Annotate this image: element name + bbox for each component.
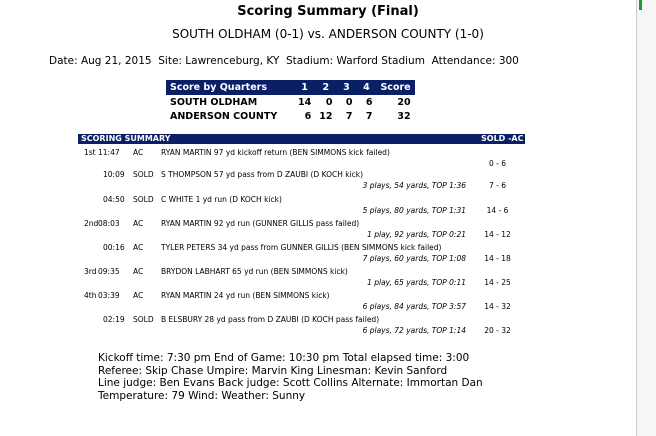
play-team: AC — [133, 267, 144, 276]
running-score: 14 - 6 — [486, 206, 509, 215]
play-time: 02:19 — [103, 315, 125, 324]
play-time: 08:03 — [98, 219, 120, 228]
page-title: Scoring Summary (Final) — [237, 4, 419, 19]
quarter-score: 6 — [365, 96, 373, 108]
officials-line-1: Referee: Skip Chase Umpire: Marvin King Linesman: Kevin Sanford — [98, 364, 448, 377]
game-info: Date: Aug 21, 2015 Site: Lawrenceburg, KY Stadium: Warford Stadium Attendance: 300 — [49, 55, 519, 67]
play-time: 09:35 — [98, 267, 120, 276]
scoring-summary-title: SCORING SUMMARY — [81, 134, 171, 143]
right-scroll-area[interactable] — [637, 0, 656, 436]
game-times: Kickoff time: 7:30 pm End of Game: 10:30 pm Total elapsed time: 3:00 — [98, 352, 470, 364]
play-team: SOLD — [133, 315, 154, 324]
running-score: 0 - 6 — [488, 159, 507, 168]
final-score: 20 — [397, 96, 411, 108]
team-name: ANDERSON COUNTY — [170, 110, 278, 122]
play-description: RYAN MARTIN 92 yd run (GUNNER GILLIS pass failed) — [161, 219, 360, 228]
header-cell: Score by Quarters — [166, 80, 294, 95]
play-time: 00:16 — [103, 243, 125, 252]
play-time: 04:50 — [103, 195, 125, 204]
play-period: 2nd — [84, 219, 99, 228]
drive-summary: 5 plays, 80 yards, TOP 1:31 — [362, 206, 466, 215]
play-description: RYAN MARTIN 97 yd kickoff return (BEN SIMMONS kick failed) — [161, 148, 390, 157]
play-team: SOLD — [133, 170, 154, 179]
quarter-score: 14 — [298, 96, 312, 108]
header-cell: 3 — [336, 80, 356, 95]
running-score: 7 - 6 — [488, 181, 507, 190]
play-description: TYLER PETERS 34 yd pass from GUNNER GILLIS (BEN SIMMONS kick failed) — [161, 243, 442, 252]
play-period: 1st — [84, 148, 96, 157]
scoring-summary-header — [78, 134, 525, 144]
play-period: 3rd — [84, 267, 97, 276]
play-description: B ELSBURY 28 yd pass from D ZAUBI (D KOCH pass failed) — [161, 315, 380, 324]
officials-line-2: Line judge: Ben Evans Back judge: Scott Collins Alternate: Immortan Dan — [98, 377, 483, 389]
play-team: SOLD — [133, 195, 154, 204]
play-team: AC — [133, 243, 144, 252]
header-cell: 1 — [294, 80, 315, 95]
play-team: AC — [133, 148, 144, 157]
quarter-score: 0 — [325, 96, 333, 108]
play-time: 11:47 — [98, 148, 120, 157]
play-description: S THOMPSON 57 yd pass from D ZAUBI (D KOCH kick) — [161, 170, 364, 179]
table-row — [166, 109, 415, 123]
quarter-score: 12 — [319, 110, 333, 122]
running-score: 14 - 25 — [484, 278, 511, 287]
play-description: BRYDON LABHART 65 yd run (BEN SIMMONS kick) — [161, 267, 348, 276]
play-description: C WHITE 1 yd run (D KOCH kick) — [161, 195, 282, 204]
score-by-quarters-table — [166, 80, 415, 123]
drive-summary: 1 play, 65 yards, TOP 0:11 — [367, 278, 466, 287]
drive-summary: 1 play, 92 yards, TOP 0:21 — [367, 230, 466, 239]
quarters-header-row — [166, 80, 415, 95]
running-score: 14 - 18 — [484, 254, 511, 263]
running-score: 14 - 12 — [484, 230, 511, 239]
play-time: 03:39 — [98, 291, 120, 300]
play-description: RYAN MARTIN 24 yd run (BEN SIMMONS kick) — [161, 291, 330, 300]
quarter-score: 7 — [345, 110, 353, 122]
play-period: 4th — [84, 291, 97, 300]
header-cell: 4 — [356, 80, 376, 95]
game-footer — [98, 352, 518, 402]
table-row — [166, 95, 415, 109]
play-team: AC — [133, 219, 144, 228]
header-cell: Score — [376, 80, 414, 95]
play-team: AC — [133, 291, 144, 300]
running-score: 14 - 32 — [484, 302, 511, 311]
quarter-score: 0 — [345, 96, 353, 108]
matchup: SOUTH OLDHAM (0-1) vs. ANDERSON COUNTY (1-0) — [172, 27, 484, 41]
running-score: 20 - 32 — [484, 326, 511, 335]
drive-summary: 3 plays, 54 yards, TOP 1:36 — [362, 181, 466, 190]
weather-line: Temperature: 79 Wind: Weather: Sunny — [98, 389, 306, 402]
quarter-score: 7 — [365, 110, 373, 122]
header-cell: 2 — [315, 80, 336, 95]
score-column-title: SOLD -AC — [481, 134, 524, 143]
drive-summary: 6 plays, 84 yards, TOP 3:57 — [362, 302, 466, 311]
play-time: 10:09 — [103, 170, 125, 179]
team-name: SOUTH OLDHAM — [170, 96, 258, 108]
quarter-score: 6 — [304, 110, 312, 122]
drive-summary: 6 plays, 72 yards, TOP 1:14 — [362, 326, 466, 335]
final-score: 32 — [397, 110, 411, 122]
drive-summary: 7 plays, 60 yards, TOP 1:08 — [362, 254, 466, 263]
